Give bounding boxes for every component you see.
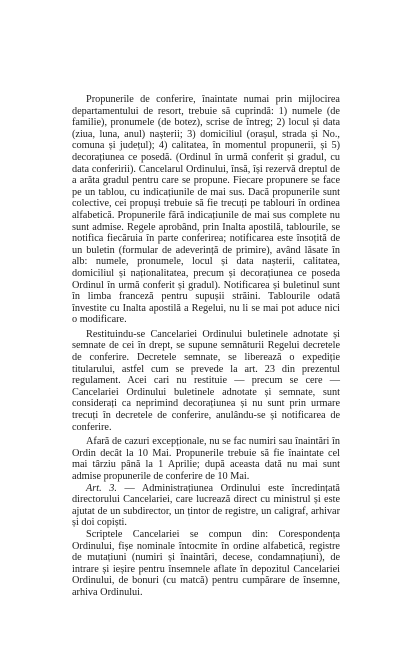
paragraph-article-3: [72, 483, 340, 529]
paragraph-scriptele: Scriptele Cancelariei se compun din: Corespondența Ordinului, fișe nominale întocmite în ordine alfabetică, registre de mutațiuni (numiri și înaintări, decese, condamnațiuni), de intrare și ieșire pentru însemnele aflate în depozitul Cancelariei Ordinului, de bonuri (cu matcă) pentru cumpărare de însemne, arhiva Ordinului.: [72, 528, 340, 598]
article-3-text: — Administrațiunea Ordinului este încredințată directorului Cancelariei, care lucrează direct cu ministrul și este ajutat de un subdirector, un țintor de registre, un caligraf, arhivar și doi copiști.: [72, 482, 340, 529]
body-text: [72, 94, 340, 599]
article-label: Art. 3.: [86, 482, 117, 494]
paragraph-propunerile: Propunerile de conferire, înaintate numai prin mijlocirea departamentului de resort, trebuie să cuprindă: 1) numele (de familie), pronumele (de botez), scrise de întreg; 2) locul și data (ziua, luna, anul) nașterii; 3) domiciliul (orașul, strada și No., comuna și județul); 4) calitatea, în momentul propunerii, și 5) decorațiunea ce posedă. (Ordinul în urmă conferit și gradul, cu data conferirii). Cancelarul Ordinului, însă, își rezervă dreptul de a arăta gradul pentru care se propune. Fiecare propunere se face pe un tablou, cu indicațiunile de mai sus. Dacă propunerile sunt colective, cei propuși trebuie să fie trecuți pe tablouri în ordinea alfabetică. Propunerile fără indicațiunile de mai sus complete nu sunt admise. Regele aprobând, prin Inalta apostilă, tablourile, se notifica fiecăruia în parte conferirea; notificarea este însoțită de un buletin (formular de adeverință de primire), având lăsate în alb: numele, pronumele, locul și data nașterii, calitatea, domiciliul și naționalitatea, precum și decorațiunea ce poseda Ordinul în urmă conferit și gradul). Notificarea și buletinul sunt în limba franceză pentru supușii străini. Tablourile odată învestite cu Inalta apostilă a Regelui, nu li se mai pot aduce nici o modificare.: [72, 94, 340, 326]
paragraph-restituindu: Restituindu-se Cancelariei Ordinului buletinele adnotate și semnate de cei în drept, se supune semnăturii Regelui decretele de conferire. Decretele semnate, se liberează o expediție titularului, astfel cum se prevede la art. 23 din prezentul regulament. Acei cari nu restituie — precum se cere — Cancelariei Ordinului buletinele adnotate și semnate, sunt considerați ca neprimind decorațiunea și nu sunt prin urmare trecuți în decretele de conferire, anulându-se și notificarea de conferire.: [72, 328, 340, 433]
paragraph-afara: Afară de cazuri excepționale, nu se fac numiri sau înaintări în Ordin decât la 10 Mai. Propunerile trebuie să fie înaintate cel mai târziu până la 1 Aprilie; după aceasta dată nu mai sunt admise propunerile de conferire de 10 Mai.: [72, 436, 340, 482]
